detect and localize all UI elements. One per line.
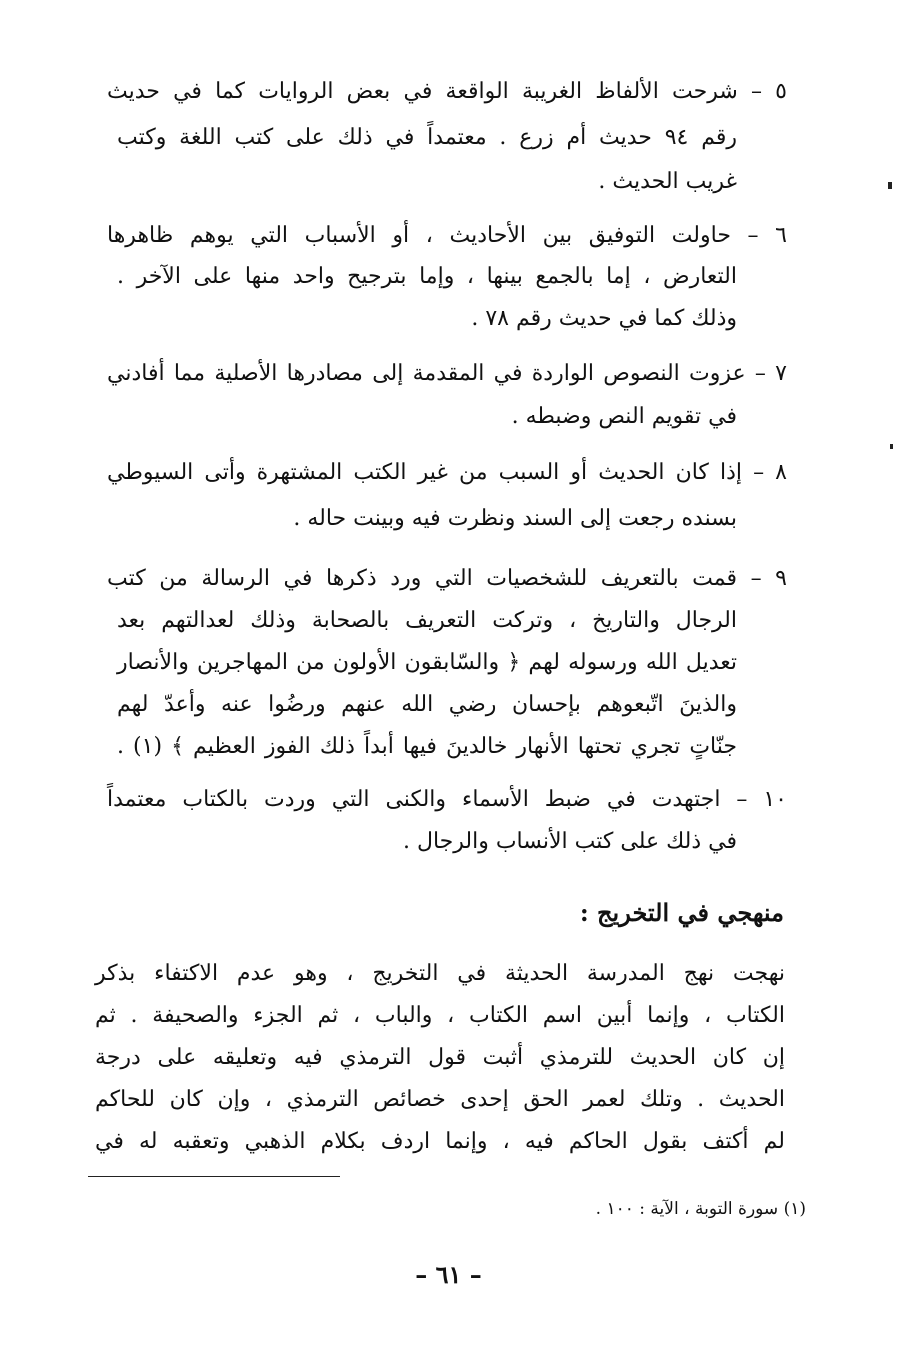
item-9-line-5: جنّاتٍ تجري تحتها الأنهار خالدينَ فيها أبداً ذلك الفوز العظيم ﴾ (١) . — [117, 734, 737, 759]
page-number: – ٦١ – — [415, 1260, 482, 1289]
paragraph-line-1: نهجت نهج المدرسة الحديثة في التخريج ، وهو عدم الاكتفاء بذكر — [95, 961, 785, 986]
item-5-line-1: ٥ – شرحت الألفاظ الغريبة الواقعة في بعض الروايات كما في حديث — [107, 79, 787, 104]
paragraph-line-2: الكتاب ، وإنما أبين اسم الكتاب ، والباب ، ثم الجزء والصحيفة . ثم — [95, 1003, 785, 1028]
item-7-line-1: ٧ – عزوت النصوص الواردة في المقدمة إلى مصادرها الأصلية مما أفادني — [107, 361, 787, 386]
paragraph-line-4: الحديث . وتلك لعمر الحق إحدى خصائص الترمذي ، وإن كان للحاكم — [95, 1087, 785, 1112]
paragraph-line-3: إن كان الحديث للترمذي أثبت قول الترمذي فيه وتعليقه على درجة — [95, 1045, 785, 1070]
item-6-line-3: وذلك كما في حديث رقم ٧٨ . — [471, 306, 737, 331]
footnote: (١) سورة التوبة ، الآية : ١٠٠ . — [595, 1199, 806, 1219]
item-8-line-2: بسنده رجعت إلى السند ونظرت فيه وبينت حاله . — [293, 506, 737, 531]
scan-speck — [890, 444, 893, 449]
section-heading: منهجي في التخريج : — [579, 898, 784, 927]
item-5-line-3: غريب الحديث . — [598, 169, 737, 194]
item-6-line-1: ٦ – حاولت التوفيق بين الأحاديث ، أو الأسباب التي يوهم ظاهرها — [107, 223, 787, 248]
item-6-line-2: التعارض ، إما بالجمع بينها ، وإما بترجيح واحد منها على الآخر . — [117, 264, 737, 289]
item-5-line-2: رقم ٩٤ حديث أم زرع . معتمداً في ذلك على كتب اللغة وكتب — [117, 125, 737, 150]
paragraph-line-5: لم أكتف بقول الحاكم فيه ، وإنما اردف بكلام الذهبي وتعقبه له في — [95, 1129, 785, 1154]
footnote-separator — [88, 1176, 340, 1177]
item-9-line-2: الرجال والتاريخ ، وتركت التعريف بالصحابة وذلك لعدالتهم بعد — [117, 608, 737, 633]
item-9-line-3: تعديل الله ورسوله لهم ﴿ والسّابقون الأولون من المهاجرين والأنصار — [117, 650, 737, 675]
item-9-line-4: والذينَ اتّبعوهم بإحسان رضي الله عنهم ورضُوا عنه وأعدّ لهم — [117, 692, 737, 717]
item-9-line-1: ٩ – قمت بالتعريف للشخصيات التي ورد ذكرها في الرسالة من كتب — [107, 566, 787, 591]
scan-speck — [888, 182, 892, 189]
item-10-line-2: في ذلك على كتب الأنساب والرجال . — [403, 829, 737, 854]
item-8-line-1: ٨ – إذا كان الحديث أو السبب من غير الكتب المشتهرة وأتى السيوطي — [107, 460, 787, 485]
item-10-line-1: ١٠ – اجتهدت في ضبط الأسماء والكنى التي وردت بالكتاب معتمداً — [107, 787, 787, 812]
item-7-line-2: في تقويم النص وضبطه . — [511, 404, 737, 429]
